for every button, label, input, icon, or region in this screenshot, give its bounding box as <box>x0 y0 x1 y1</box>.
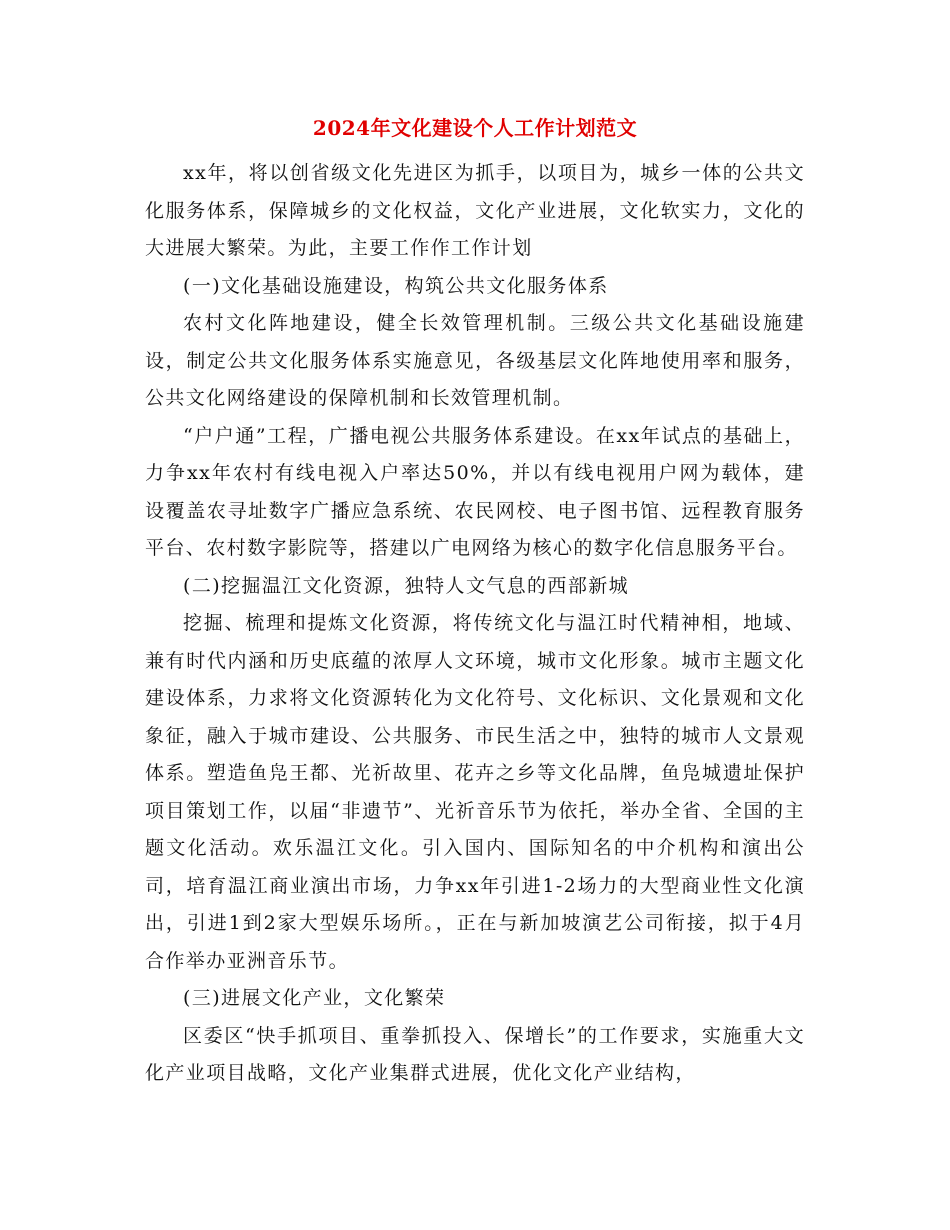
paragraph-rural-culture: 农村文化阵地建设，健全长效管理机制。三级公共文化基础设施建设，制定公共文化服务体系实施意见，各级基层文化阵地使用率和服务，公共文化网络建设的保障机制和长效管理机制。 <box>145 312 805 409</box>
paragraph-culture-industry: 区委区“快手抓项目、重拳抓投入、保增长”的工作要求，实施重大文化产业项目战略，文化产业集群式进展，优化文化产业结构， <box>145 1024 805 1084</box>
document-title: 2024年文化建设个人工作计划范文 <box>312 116 638 140</box>
section-heading-1: (一)文化基础设施建设，构筑公共文化服务体系 <box>183 274 609 297</box>
paragraph-broadcast: “户户通”工程，广播电视公共服务体系建设。在xx年试点的基础上，力争xx年农村有线电视入户率达50%，并以有线电视用户网为载体，建设覆盖农寻址数字广播应急系统、农民网校、电子图书馆、远程教育服务平台、农村数字影院等，搭建以广电网络为核心的数字化信息服务平台。 <box>145 424 805 559</box>
paragraph-culture-resources: 挖掘、梳理和提炼文化资源，将传统文化与温江时代精神相，地域、兼有时代内涵和历史底蕴的浓厚人文环境，城市文化形象。城市主题文化建设体系，力求将文化资源转化为文化符号、文化标识、文化景观和文化象征，融入于城市建设、公共服务、市民生活之中，独特的城市人文景观体系。塑造鱼凫王都、光祈故里、花卉之乡等文化品牌，鱼凫城遗址保护项目策划工作，以届“非遗节”、光祈音乐节为依托，举办全省、全国的主题文化活动。欢乐温江文化。引入国内、国际知名的中介机构和演出公司，培育温江商业演出市场，力争xx年引进1-2场力的大型商业性文化演出，引进1到2家大型娱乐场所。，正在与新加坡演艺公司衔接，拟于4月合作举办亚洲音乐节。 <box>145 612 805 972</box>
section-heading-2: (二)挖掘温江文化资源，独特人文气息的西部新城 <box>183 574 630 597</box>
document-body <box>145 155 805 1093</box>
section-heading-3: (三)进展文化产业，文化繁荣 <box>183 987 446 1009</box>
paragraph-intro: xx年，将以创省级文化先进区为抓手，以项目为，城乡一体的公共文化服务体系，保障城乡的文化权益，文化产业进展，文化软实力，文化的大进展大繁荣。为此，主要工作作工作计划 <box>145 162 805 259</box>
